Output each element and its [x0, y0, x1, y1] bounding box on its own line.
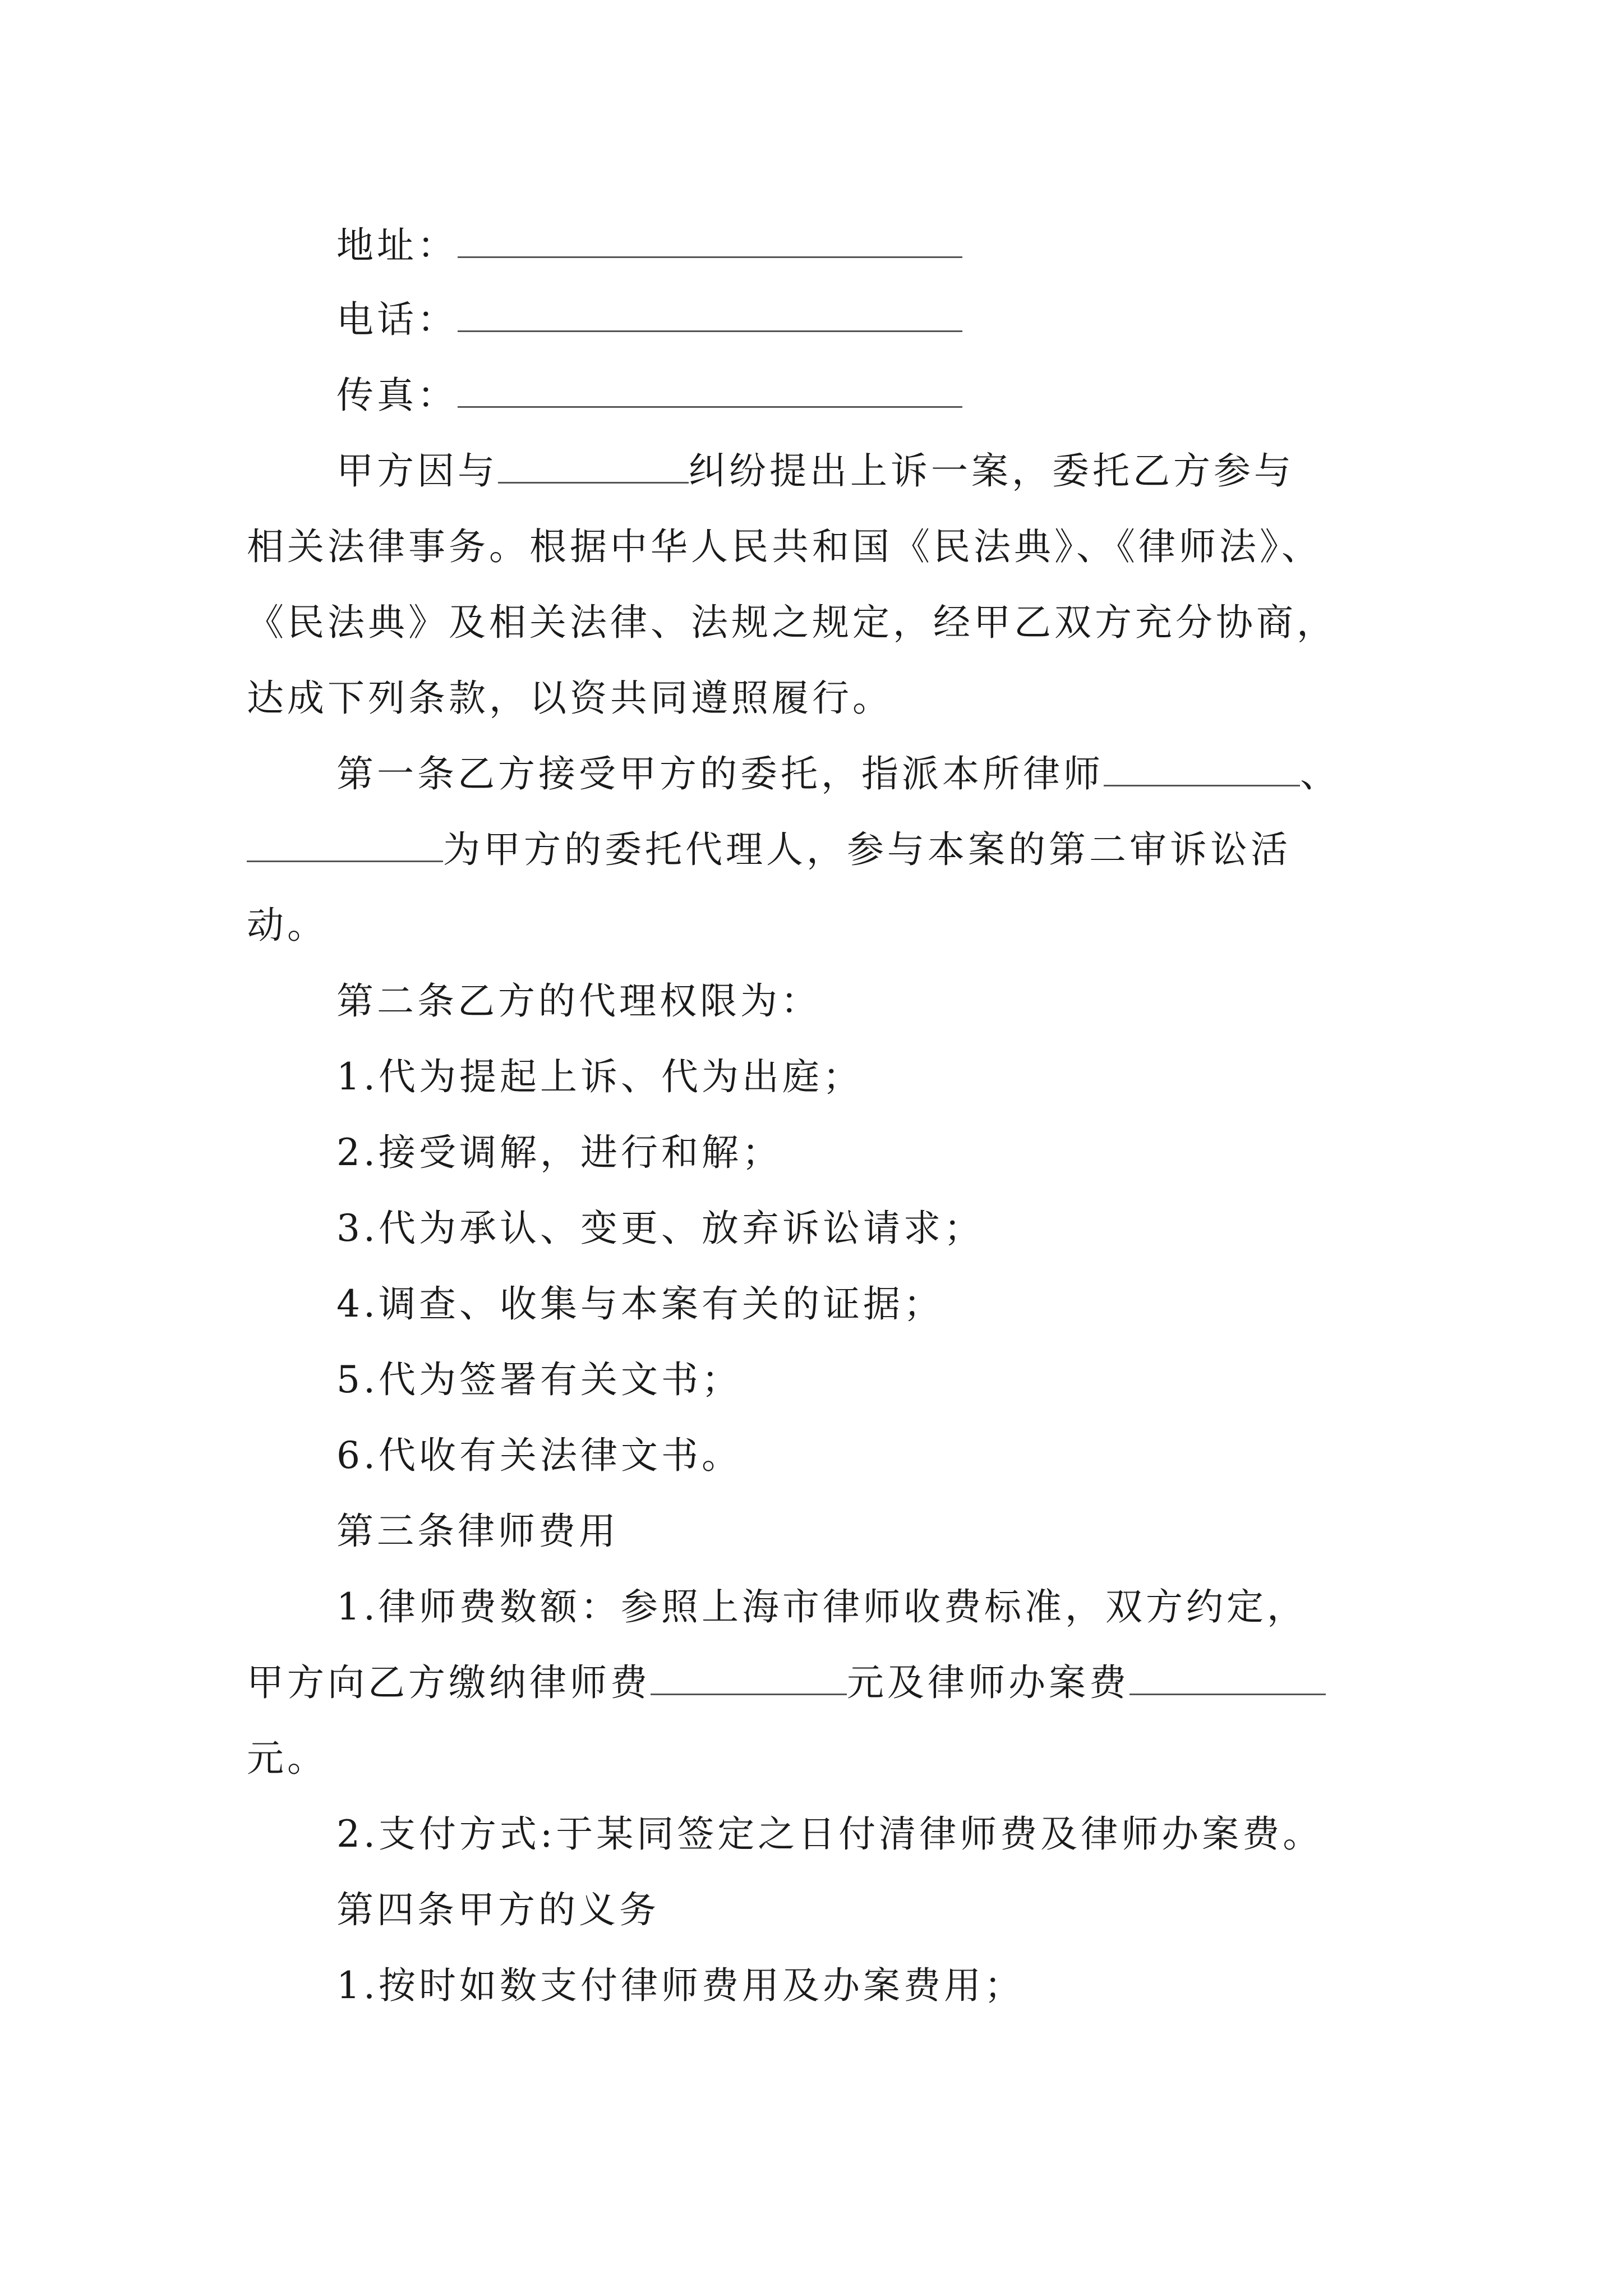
phone-blank	[458, 298, 962, 332]
intro-line-1	[336, 449, 1294, 494]
lawyer-fee-text: 甲方向乙方缴纳律师费	[247, 1661, 651, 1704]
lawyer-fee-blank	[651, 1661, 847, 1695]
article1-comma: 、	[1300, 752, 1340, 795]
fax-row	[336, 373, 962, 418]
article3-item-1-line-3: 元。	[247, 1737, 328, 1780]
dispute-party-blank	[498, 449, 689, 484]
lawyer2-blank	[247, 828, 443, 862]
article3-heading: 第三条律师费用	[336, 1510, 619, 1553]
article2-item-1: 1.代为提起上诉、代为出庭；	[336, 1055, 863, 1098]
address-blank	[458, 224, 962, 258]
article2-item-3: 3.代为承认、变更、放弃诉讼请求；	[336, 1207, 984, 1250]
article4-heading: 第四条甲方的义务	[336, 1888, 660, 1931]
case-fee-text: 元及律师办案费	[847, 1661, 1129, 1704]
article1-line-2	[247, 827, 1291, 872]
address-label: 地址：	[336, 224, 458, 267]
article3-item-1-line-1: 1.律师费数额：参照上海市律师收费标准，双方约定，	[336, 1585, 1307, 1628]
article2-heading: 第二条乙方的代理权限为：	[336, 979, 821, 1023]
intro-line-4: 达成下列条款，以资共同遵照履行。	[247, 677, 893, 720]
article3-item-1-line-2	[247, 1660, 1326, 1705]
article1-line-1	[336, 752, 1340, 797]
fax-blank	[458, 374, 962, 408]
intro-line-2: 相关法律事务。根据中华人民共和国《民法典》、《律师法》、	[247, 525, 1322, 568]
article1-line-3: 动。	[247, 904, 328, 947]
phone-label: 电话：	[336, 298, 458, 341]
intro-text-b: 纠纷提出上诉一案，委托乙方参与	[689, 449, 1294, 493]
article2-item-2: 2.接受调解，进行和解；	[336, 1131, 782, 1174]
article2-item-6: 6.代收有关法律文书。	[336, 1434, 742, 1477]
address-row	[336, 223, 962, 268]
intro-line-3: 《民法典》及相关法律、法规之规定，经甲乙双方充分协商，	[247, 601, 1337, 644]
article1-text-a: 第一条乙方接受甲方的委托，指派本所律师	[336, 752, 1104, 795]
article4-item-1: 1.按时如数支付律师费用及办案费用；	[336, 1964, 1025, 2007]
phone-row	[336, 297, 962, 342]
lawyer1-blank	[1104, 752, 1300, 786]
fax-label: 传真：	[336, 374, 458, 417]
case-fee-blank	[1129, 1661, 1326, 1695]
article1-text-b: 为甲方的委托代理人，参与本案的第二审诉讼活	[443, 828, 1291, 871]
article3-item-2: 2.支付方式:于某同签定之日付清律师费及律师办案费。	[336, 1812, 1324, 1856]
article2-item-5: 5.代为签署有关文书；	[336, 1358, 742, 1401]
intro-text-a: 甲方因与	[336, 449, 498, 493]
article2-item-4: 4.调查、收集与本案有关的证据；	[336, 1282, 944, 1326]
